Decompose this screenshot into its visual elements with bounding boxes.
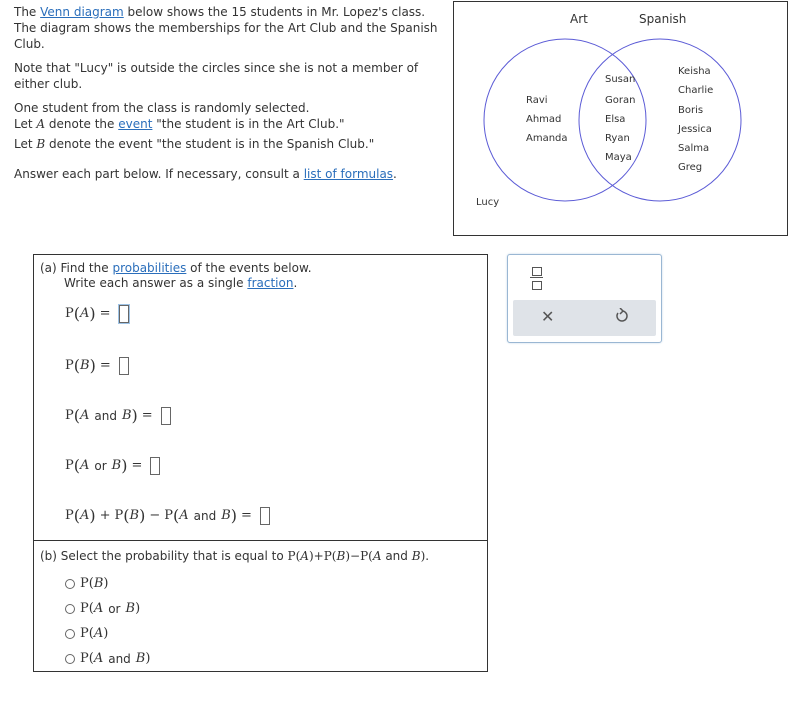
intro-line-1: The Venn diagram below shows the 15 students in Mr. Lopez's class.	[14, 5, 426, 19]
outside-name: Lucy	[476, 197, 500, 208]
both-name: Ryan	[605, 133, 630, 144]
option-p-a[interactable]: P( A )	[65, 626, 108, 641]
undo-icon[interactable]	[615, 308, 629, 324]
answer-panel	[33, 254, 488, 672]
spanish-only-name: Keisha	[678, 66, 711, 77]
part-b-question: (b) Select the probability that is equal to P(A)+P(B)−P(A and B).	[40, 549, 430, 563]
intro-line-4: One student from the class is randomly selected.	[14, 101, 310, 115]
venn-diagram-link[interactable]: Venn diagram	[40, 5, 124, 19]
art-only-name: Ahmad	[526, 114, 562, 125]
answer-p-b-input[interactable]	[119, 357, 129, 375]
radio-icon[interactable]	[65, 604, 75, 614]
eq-sum-formula: P ( A ) + P ( B ) − P ( A and B ) =	[65, 506, 270, 525]
eq-p-b: P ( B ) =	[65, 356, 129, 375]
intro-line-6: Let B denote the event "the student is in the Spanish Club."	[14, 137, 375, 151]
radio-icon[interactable]	[65, 629, 75, 639]
option-p-b[interactable]: P( B )	[65, 576, 108, 591]
art-only-name: Amanda	[526, 133, 568, 144]
answer-p-a-and-b-input[interactable]	[161, 407, 171, 425]
math-toolbar	[507, 254, 662, 343]
part-a-instructions: (a) Find the probabilities of the events below. Write each answer as a single fraction.	[40, 261, 312, 290]
option-p-a-and-b[interactable]: P( A and B )	[65, 651, 150, 666]
answer-p-a-or-b-input[interactable]	[150, 457, 160, 475]
spanish-only-name: Boris	[678, 105, 704, 116]
spanish-circle	[579, 39, 741, 201]
intro-line-7: Answer each part below. If necessary, consult a list of formulas.	[14, 167, 397, 181]
spanish-only-name: Salma	[678, 143, 710, 154]
list-of-formulas-link[interactable]: list of formulas	[303, 167, 394, 181]
radio-icon[interactable]	[65, 579, 75, 589]
spanish-only-name: Jessica	[678, 124, 712, 135]
art-only-name: Ravi	[526, 95, 548, 106]
clear-icon[interactable]: ✕	[541, 307, 555, 326]
fraction-icon[interactable]	[530, 265, 544, 291]
eq-p-a: P ( A ) =	[65, 304, 129, 323]
venn-diagram	[453, 1, 788, 236]
spanish-label: Spanish	[639, 12, 687, 26]
intro-line-2: The diagram shows the memberships for the Art Club and the Spanish Club.	[14, 21, 438, 51]
spanish-only-name: Greg	[678, 162, 703, 173]
both-name: Susan	[605, 74, 636, 85]
toolbar-actions	[513, 300, 656, 336]
both-name: Elsa	[605, 114, 626, 125]
event-link[interactable]: event	[118, 117, 153, 131]
option-p-a-or-b[interactable]: P( A or B )	[65, 601, 140, 616]
intro-line-3: Note that "Lucy" is outside the circles since she is not a member of either club.	[14, 61, 419, 91]
part-a	[34, 255, 487, 541]
radio-icon[interactable]	[65, 654, 75, 664]
both-name: Maya	[605, 152, 632, 163]
answer-p-a-input[interactable]	[119, 305, 129, 323]
both-name: Goran	[605, 95, 636, 106]
spanish-only-name: Charlie	[678, 85, 714, 96]
intro-line-5: Let A denote the event "the student is in the Art Club."	[14, 117, 345, 131]
problem-intro	[14, 4, 439, 182]
answer-sum-formula-input[interactable]	[260, 507, 270, 525]
fraction-link[interactable]: fraction	[247, 276, 294, 290]
eq-p-a-and-b: P ( A and B ) =	[65, 406, 171, 425]
art-label: Art	[570, 12, 588, 26]
eq-p-a-or-b: P ( A or B ) =	[65, 456, 160, 475]
probabilities-link[interactable]: probabilities	[112, 261, 187, 275]
